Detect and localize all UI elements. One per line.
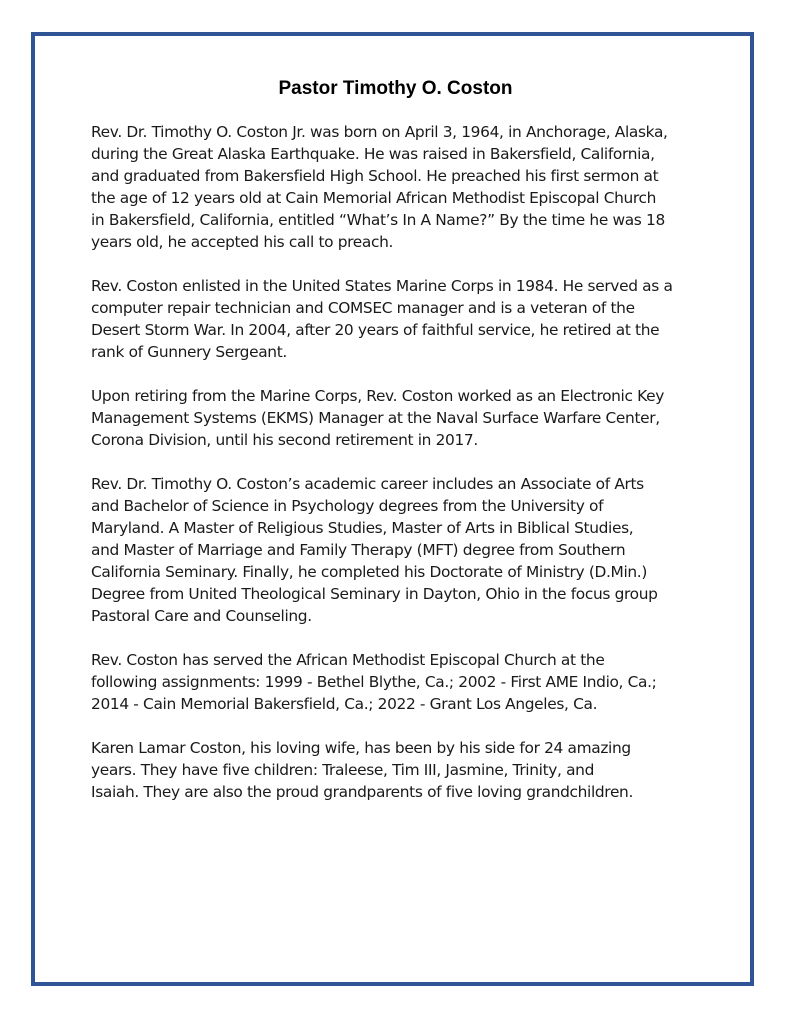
text-line: Rev. Coston enlisted in the United States Marine Corps in 1984. He served as a bbox=[91, 277, 673, 295]
text-line: the age of 12 years old at Cain Memorial African Methodist Episcopal Church bbox=[91, 189, 657, 207]
text-line: California Seminary. Finally, he completed his Doctorate of Ministry (D.Min.) bbox=[91, 563, 647, 581]
text-line: rank of Gunnery Sergeant. bbox=[91, 343, 287, 361]
text-line: Rev. Dr. Timothy O. Coston’s academic career includes an Associate of Arts bbox=[91, 475, 644, 493]
text-line: during the Great Alaska Earthquake. He was raised in Bakersfield, California, bbox=[91, 145, 655, 163]
biography-body bbox=[91, 121, 711, 825]
text-line: and Master of Marriage and Family Therapy (MFT) degree from Southern bbox=[91, 541, 626, 559]
text-line: Isaiah. They are also the proud grandparents of five loving grandchildren. bbox=[91, 783, 634, 801]
text-line: and graduated from Bakersfield High School. He preached his first sermon at bbox=[91, 167, 659, 185]
text-line: Desert Storm War. In 2004, after 20 years of faithful service, he retired at the bbox=[91, 321, 660, 339]
text-line: years. They have five children: Traleese, Tim III, Jasmine, Trinity, and bbox=[91, 761, 595, 779]
page-title: Pastor Timothy O. Coston bbox=[278, 78, 513, 99]
text-line: Management Systems (EKMS) Manager at the Naval Surface Warfare Center, bbox=[91, 409, 660, 427]
text-line: computer repair technician and COMSEC manager and is a veteran of the bbox=[91, 299, 635, 317]
text-line: Rev. Coston has served the African Methodist Episcopal Church at the bbox=[91, 651, 605, 669]
paragraph-family bbox=[91, 737, 711, 803]
text-line: years old, he accepted his call to preach. bbox=[91, 233, 394, 251]
text-line: Rev. Dr. Timothy O. Coston Jr. was born on April 3, 1964, in Anchorage, Alaska, bbox=[91, 123, 668, 141]
text-line: Degree from United Theological Seminary in Dayton, Ohio in the focus group bbox=[91, 585, 658, 603]
paragraph-military bbox=[91, 275, 711, 363]
paragraph-birth bbox=[91, 121, 711, 253]
text-line: in Bakersfield, California, entitled “What’s In A Name?” By the time he was 18 bbox=[91, 211, 665, 229]
text-line: 2014 - Cain Memorial Bakersfield, Ca.; 2022 - Grant Los Angeles, Ca. bbox=[91, 695, 598, 713]
text-line: Pastoral Care and Counseling. bbox=[91, 607, 312, 625]
text-line: Upon retiring from the Marine Corps, Rev. Coston worked as an Electronic Key bbox=[91, 387, 664, 405]
text-line: Karen Lamar Coston, his loving wife, has been by his side for 24 amazing bbox=[91, 739, 631, 757]
paragraph-education bbox=[91, 473, 711, 627]
text-line: following assignments: 1999 - Bethel Blythe, Ca.; 2002 - First AME Indio, Ca.; bbox=[91, 673, 657, 691]
paragraph-assignments bbox=[91, 649, 711, 715]
text-line: Maryland. A Master of Religious Studies, Master of Arts in Biblical Studies, bbox=[91, 519, 634, 537]
text-line: and Bachelor of Science in Psychology degrees from the University of bbox=[91, 497, 604, 515]
paragraph-career bbox=[91, 385, 711, 451]
text-line: Corona Division, until his second retirement in 2017. bbox=[91, 431, 478, 449]
